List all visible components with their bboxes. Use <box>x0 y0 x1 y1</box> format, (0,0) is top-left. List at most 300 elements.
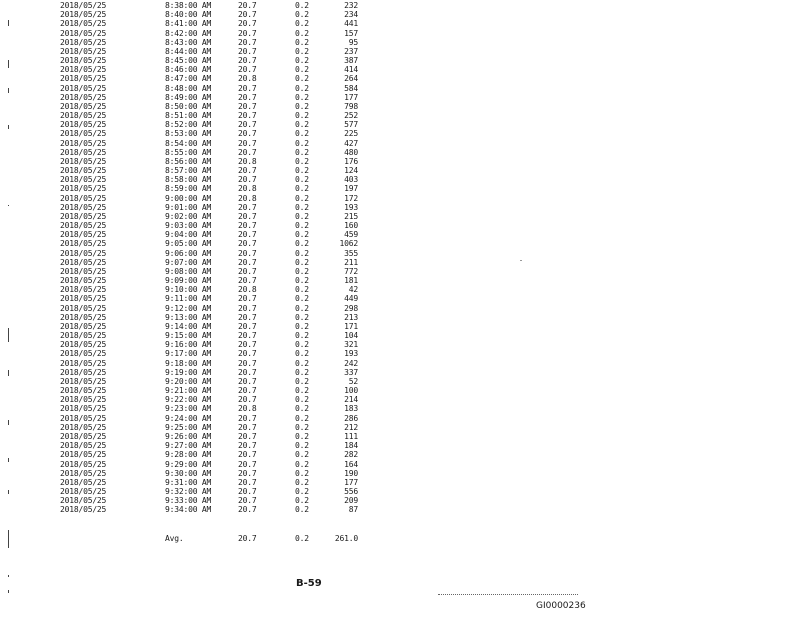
table-row <box>0 313 800 322</box>
cell-value2: 171 <box>344 321 358 331</box>
cell-date: 2018/05/25 <box>60 175 107 185</box>
cell-time: 8:53:00 AM <box>165 129 212 139</box>
table-row <box>0 175 800 184</box>
table-row <box>0 414 800 423</box>
cell-value1: 0.2 <box>295 349 309 359</box>
cell-temp: 20.7 <box>238 386 257 396</box>
cell-time: 9:16:00 AM <box>165 340 212 350</box>
cell-time: 8:57:00 AM <box>165 166 212 176</box>
cell-value1: 0.2 <box>295 239 309 249</box>
summary-label: Avg. <box>165 534 184 543</box>
cell-temp: 20.7 <box>238 413 257 423</box>
cell-temp: 20.7 <box>238 239 257 249</box>
table-row <box>0 487 800 496</box>
cell-value1: 0.2 <box>295 92 309 102</box>
table-row <box>0 258 800 267</box>
cell-value1: 0.2 <box>295 129 309 139</box>
cell-temp: 20.7 <box>238 202 257 212</box>
cell-value1: 0.2 <box>295 156 309 166</box>
cell-value1: 0.2 <box>295 221 309 231</box>
cell-temp: 20.7 <box>238 376 257 386</box>
cell-temp: 20.7 <box>238 468 257 478</box>
scan-artifact-mark <box>8 370 9 376</box>
cell-temp: 20.8 <box>238 74 257 84</box>
cell-time: 8:49:00 AM <box>165 92 212 102</box>
cell-temp: 20.8 <box>238 184 257 194</box>
cell-temp: 20.7 <box>238 138 257 148</box>
cell-temp: 20.8 <box>238 285 257 295</box>
table-row <box>0 386 800 395</box>
cell-temp: 20.7 <box>238 92 257 102</box>
cell-value1: 0.2 <box>295 166 309 176</box>
cell-time: 8:51:00 AM <box>165 111 212 121</box>
cell-value1: 0.2 <box>295 19 309 29</box>
cell-date: 2018/05/25 <box>60 257 107 267</box>
cell-value2: 176 <box>344 156 358 166</box>
cell-value2: 177 <box>344 92 358 102</box>
table-row <box>0 460 800 469</box>
cell-value2: 111 <box>344 431 358 441</box>
cell-date: 2018/05/25 <box>60 46 107 56</box>
summary-row <box>0 534 800 543</box>
cell-date: 2018/05/25 <box>60 422 107 432</box>
cell-value1: 0.2 <box>295 441 309 451</box>
cell-value1: 0.2 <box>295 285 309 295</box>
cell-time: 8:44:00 AM <box>165 46 212 56</box>
cell-date: 2018/05/25 <box>60 468 107 478</box>
cell-value1: 0.2 <box>295 395 309 405</box>
table-row <box>0 194 800 203</box>
cell-time: 9:06:00 AM <box>165 248 212 258</box>
cell-date: 2018/05/25 <box>60 221 107 231</box>
cell-value2: 237 <box>344 46 358 56</box>
cell-time: 9:08:00 AM <box>165 266 212 276</box>
cell-value1: 0.2 <box>295 266 309 276</box>
cell-temp: 20.7 <box>238 175 257 185</box>
table-row <box>0 239 800 248</box>
cell-value2: 172 <box>344 193 358 203</box>
cell-time: 9:26:00 AM <box>165 431 212 441</box>
table-row <box>0 368 800 377</box>
cell-date: 2018/05/25 <box>60 404 107 414</box>
cell-time: 9:32:00 AM <box>165 487 212 496</box>
scan-artifact-mark <box>8 590 9 593</box>
cell-date: 2018/05/25 <box>60 111 107 121</box>
cell-temp: 20.7 <box>238 349 257 359</box>
cell-temp: 20.7 <box>238 358 257 368</box>
page-number: B-59 <box>296 578 322 589</box>
cell-time: 8:45:00 AM <box>165 56 212 66</box>
cell-temp: 20.7 <box>238 422 257 432</box>
scan-artifact-mark <box>8 328 9 342</box>
cell-temp: 20.7 <box>238 395 257 405</box>
cell-date: 2018/05/25 <box>60 487 107 496</box>
cell-temp: 20.7 <box>238 28 257 38</box>
cell-value1: 0.2 <box>295 202 309 212</box>
table-row <box>0 267 800 276</box>
cell-time: 9:02:00 AM <box>165 211 212 221</box>
cell-value2: 1062 <box>339 239 358 249</box>
cell-value1: 0.2 <box>295 422 309 432</box>
cell-time: 9:14:00 AM <box>165 321 212 331</box>
cell-value2: 42 <box>348 285 358 295</box>
cell-date: 2018/05/25 <box>60 367 107 377</box>
table-row <box>0 29 800 38</box>
cell-date: 2018/05/25 <box>60 294 107 304</box>
cell-time: 9:05:00 AM <box>165 239 212 249</box>
cell-time: 8:46:00 AM <box>165 65 212 75</box>
cell-date: 2018/05/25 <box>60 303 107 313</box>
cell-value2: 355 <box>344 248 358 258</box>
cell-temp: 20.7 <box>238 19 257 29</box>
cell-value2: 242 <box>344 358 358 368</box>
cell-value1: 0.2 <box>295 28 309 38</box>
cell-temp: 20.7 <box>238 321 257 331</box>
cell-temp: 20.7 <box>238 111 257 121</box>
cell-value1: 0.2 <box>295 303 309 313</box>
cell-value2: 798 <box>344 101 358 111</box>
cell-temp: 20.8 <box>238 193 257 203</box>
cell-value1: 0.2 <box>295 459 309 469</box>
cell-date: 2018/05/25 <box>60 431 107 441</box>
cell-date: 2018/05/25 <box>60 92 107 102</box>
cell-value2: 52 <box>348 376 358 386</box>
cell-temp: 20.7 <box>238 248 257 258</box>
cell-temp: 20.7 <box>238 441 257 451</box>
cell-value1: 0.2 <box>295 46 309 56</box>
cell-date: 2018/05/25 <box>60 101 107 111</box>
cell-value2: 104 <box>344 331 358 341</box>
cell-date: 2018/05/25 <box>60 19 107 29</box>
cell-temp: 20.7 <box>238 496 257 506</box>
table-row <box>0 404 800 413</box>
cell-date: 2018/05/25 <box>60 166 107 176</box>
cell-temp: 20.7 <box>238 101 257 111</box>
table-row <box>0 157 800 166</box>
cell-temp: 20.7 <box>238 477 257 487</box>
table-row <box>0 294 800 303</box>
cell-date: 2018/05/25 <box>60 129 107 139</box>
cell-value1: 0.2 <box>295 340 309 350</box>
cell-temp: 20.7 <box>238 10 257 20</box>
cell-time: 9:04:00 AM <box>165 230 212 240</box>
cell-temp: 20.7 <box>238 266 257 276</box>
cell-time: 9:23:00 AM <box>165 404 212 414</box>
cell-time: 9:13:00 AM <box>165 312 212 322</box>
scan-artifact-mark <box>8 490 9 494</box>
cell-temp: 20.7 <box>238 37 257 47</box>
cell-date: 2018/05/25 <box>60 349 107 359</box>
cell-time: 9:25:00 AM <box>165 422 212 432</box>
cell-date: 2018/05/25 <box>60 184 107 194</box>
cell-value1: 0.2 <box>295 431 309 441</box>
cell-temp: 20.7 <box>238 46 257 56</box>
table-row <box>0 359 800 368</box>
cell-value2: 403 <box>344 175 358 185</box>
cell-time: 9:27:00 AM <box>165 441 212 451</box>
cell-time: 8:47:00 AM <box>165 74 212 84</box>
cell-value2: 193 <box>344 349 358 359</box>
cell-value2: 577 <box>344 120 358 130</box>
cell-value1: 0.2 <box>295 74 309 84</box>
cell-value2: 157 <box>344 28 358 38</box>
cell-temp: 20.7 <box>238 1 257 10</box>
cell-value2: 190 <box>344 468 358 478</box>
cell-value1: 0.2 <box>295 257 309 267</box>
cell-value2: 100 <box>344 386 358 396</box>
cell-value2: 321 <box>344 340 358 350</box>
cell-value2: 584 <box>344 83 358 93</box>
cell-value2: 215 <box>344 211 358 221</box>
cell-date: 2018/05/25 <box>60 147 107 157</box>
cell-date: 2018/05/25 <box>60 477 107 487</box>
table-row <box>0 47 800 56</box>
cell-value2: 480 <box>344 147 358 157</box>
cell-date: 2018/05/25 <box>60 413 107 423</box>
cell-time: 9:29:00 AM <box>165 459 212 469</box>
table-row <box>0 93 800 102</box>
cell-time: 8:42:00 AM <box>165 28 212 38</box>
cell-date: 2018/05/25 <box>60 65 107 75</box>
cell-value1: 0.2 <box>295 111 309 121</box>
table-row <box>0 84 800 93</box>
cell-value2: 414 <box>344 65 358 75</box>
cell-value1: 0.2 <box>295 413 309 423</box>
cell-value2: 225 <box>344 129 358 139</box>
table-row <box>0 432 800 441</box>
scan-artifact-dot <box>520 260 522 261</box>
cell-time: 8:58:00 AM <box>165 175 212 185</box>
cell-value2: 459 <box>344 230 358 240</box>
cell-time: 9:00:00 AM <box>165 193 212 203</box>
cell-time: 9:22:00 AM <box>165 395 212 405</box>
cell-value1: 0.2 <box>295 230 309 240</box>
cell-date: 2018/05/25 <box>60 248 107 258</box>
cell-date: 2018/05/25 <box>60 239 107 249</box>
table-row <box>0 304 800 313</box>
scan-artifact-mark <box>8 575 9 577</box>
cell-temp: 20.8 <box>238 156 257 166</box>
cell-time: 8:43:00 AM <box>165 37 212 47</box>
cell-date: 2018/05/25 <box>60 10 107 20</box>
cell-time: 8:50:00 AM <box>165 101 212 111</box>
cell-value1: 0.2 <box>295 367 309 377</box>
cell-value2: 183 <box>344 404 358 414</box>
cell-temp: 20.7 <box>238 83 257 93</box>
cell-time: 8:56:00 AM <box>165 156 212 166</box>
cell-value1: 0.2 <box>295 56 309 66</box>
cell-date: 2018/05/25 <box>60 211 107 221</box>
scan-artifact-mark <box>8 420 9 425</box>
cell-time: 8:54:00 AM <box>165 138 212 148</box>
cell-temp: 20.7 <box>238 56 257 66</box>
cell-temp: 20.7 <box>238 230 257 240</box>
cell-time: 9:19:00 AM <box>165 367 212 377</box>
cell-temp: 20.7 <box>238 257 257 267</box>
cell-date: 2018/05/25 <box>60 386 107 396</box>
cell-time: 9:18:00 AM <box>165 358 212 368</box>
cell-value1: 0.2 <box>295 147 309 157</box>
cell-time: 9:17:00 AM <box>165 349 212 359</box>
table-row <box>0 441 800 450</box>
cell-date: 2018/05/25 <box>60 202 107 212</box>
cell-time: 8:38:00 AM <box>165 1 212 10</box>
cell-temp: 20.7 <box>238 294 257 304</box>
cell-date: 2018/05/25 <box>60 441 107 451</box>
cell-value2: 95 <box>348 37 358 47</box>
cell-date: 2018/05/25 <box>60 312 107 322</box>
cell-date: 2018/05/25 <box>60 193 107 203</box>
cell-value2: 193 <box>344 202 358 212</box>
cell-value2: 232 <box>344 1 358 10</box>
cell-value1: 0.2 <box>295 312 309 322</box>
cell-value1: 0.2 <box>295 1 309 10</box>
summary-value2: 261.0 <box>334 534 358 543</box>
scan-artifact-mark <box>8 88 9 93</box>
cell-value1: 0.2 <box>295 184 309 194</box>
cell-time: 9:24:00 AM <box>165 413 212 423</box>
cell-temp: 20.7 <box>238 303 257 313</box>
cell-value2: 197 <box>344 184 358 194</box>
cell-date: 2018/05/25 <box>60 450 107 460</box>
scan-artifact-mark <box>8 205 9 206</box>
cell-value1: 0.2 <box>295 65 309 75</box>
cell-value1: 0.2 <box>295 331 309 341</box>
cell-temp: 20.7 <box>238 147 257 157</box>
cell-value2: 234 <box>344 10 358 20</box>
cell-date: 2018/05/25 <box>60 331 107 341</box>
cell-value1: 0.2 <box>295 477 309 487</box>
cell-time: 9:11:00 AM <box>165 294 212 304</box>
table-row <box>0 423 800 432</box>
cell-temp: 20.7 <box>238 211 257 221</box>
cell-value1: 0.2 <box>295 487 309 496</box>
table-row <box>0 56 800 65</box>
table-row <box>0 1 800 10</box>
table-row <box>0 129 800 138</box>
cell-time: 8:59:00 AM <box>165 184 212 194</box>
cell-value2: 298 <box>344 303 358 313</box>
cell-value1: 0.2 <box>295 211 309 221</box>
cell-time: 9:21:00 AM <box>165 386 212 396</box>
cell-date: 2018/05/25 <box>60 285 107 295</box>
cell-temp: 20.7 <box>238 129 257 139</box>
table-row <box>0 184 800 193</box>
cell-value1: 0.2 <box>295 450 309 460</box>
table-row <box>0 450 800 459</box>
cell-temp: 20.8 <box>238 404 257 414</box>
table-row <box>0 139 800 148</box>
cell-temp: 20.7 <box>238 431 257 441</box>
table-row <box>0 249 800 258</box>
cell-value1: 0.2 <box>295 10 309 20</box>
table-row <box>0 10 800 19</box>
cell-time: 8:41:00 AM <box>165 19 212 29</box>
scan-artifact-line <box>438 594 578 595</box>
cell-time: 9:01:00 AM <box>165 202 212 212</box>
cell-temp: 20.7 <box>238 221 257 231</box>
cell-temp: 20.7 <box>238 120 257 130</box>
table-row <box>0 322 800 331</box>
table-row <box>0 478 800 487</box>
document-id: GI0000236 <box>536 601 586 611</box>
cell-value1: 0.2 <box>295 175 309 185</box>
cell-date: 2018/05/25 <box>60 266 107 276</box>
cell-value2: 337 <box>344 367 358 377</box>
cell-time: 9:12:00 AM <box>165 303 212 313</box>
table-row <box>0 65 800 74</box>
cell-value1: 0.2 <box>295 120 309 130</box>
table-row <box>0 19 800 28</box>
cell-date: 2018/05/25 <box>60 56 107 66</box>
cell-value2: 181 <box>344 276 358 286</box>
table-row <box>0 74 800 83</box>
cell-value1: 0.2 <box>295 101 309 111</box>
scan-artifact-mark <box>8 125 9 129</box>
cell-value2: 387 <box>344 56 358 66</box>
table-row <box>0 349 800 358</box>
cell-value2: 177 <box>344 477 358 487</box>
table-row <box>0 331 800 340</box>
cell-value2: 160 <box>344 221 358 231</box>
cell-value1: 0.2 <box>295 404 309 414</box>
cell-time: 8:52:00 AM <box>165 120 212 130</box>
cell-time: 9:03:00 AM <box>165 221 212 231</box>
table-row <box>0 276 800 285</box>
cell-date: 2018/05/25 <box>60 505 107 515</box>
cell-value2: 211 <box>344 257 358 267</box>
cell-date: 2018/05/25 <box>60 276 107 286</box>
cell-time: 9:34:00 AM <box>165 505 212 515</box>
cell-value2: 264 <box>344 74 358 84</box>
cell-temp: 20.7 <box>238 312 257 322</box>
cell-date: 2018/05/25 <box>60 28 107 38</box>
cell-time: 9:31:00 AM <box>165 477 212 487</box>
scan-artifact-mark <box>8 20 9 26</box>
cell-value2: 772 <box>344 266 358 276</box>
table-row <box>0 469 800 478</box>
cell-value1: 0.2 <box>295 321 309 331</box>
cell-temp: 20.7 <box>238 505 257 515</box>
cell-date: 2018/05/25 <box>60 74 107 84</box>
table-row <box>0 111 800 120</box>
cell-value1: 0.2 <box>295 83 309 93</box>
table-row <box>0 102 800 111</box>
cell-temp: 20.7 <box>238 276 257 286</box>
cell-temp: 20.7 <box>238 487 257 496</box>
cell-value1: 0.2 <box>295 248 309 258</box>
scan-artifact-mark <box>8 60 9 68</box>
cell-temp: 20.7 <box>238 331 257 341</box>
table-row <box>0 505 800 514</box>
summary-temp: 20.7 <box>238 534 257 543</box>
cell-value1: 0.2 <box>295 276 309 286</box>
cell-time: 9:10:00 AM <box>165 285 212 295</box>
table-row <box>0 340 800 349</box>
cell-date: 2018/05/25 <box>60 83 107 93</box>
cell-time: 9:33:00 AM <box>165 496 212 506</box>
cell-date: 2018/05/25 <box>60 37 107 47</box>
cell-value2: 164 <box>344 459 358 469</box>
cell-value1: 0.2 <box>295 358 309 368</box>
cell-value2: 184 <box>344 441 358 451</box>
table-row <box>0 230 800 239</box>
cell-value1: 0.2 <box>295 505 309 515</box>
table-row <box>0 203 800 212</box>
table-row <box>0 212 800 221</box>
scan-artifact-mark <box>8 530 9 548</box>
table-row <box>0 395 800 404</box>
